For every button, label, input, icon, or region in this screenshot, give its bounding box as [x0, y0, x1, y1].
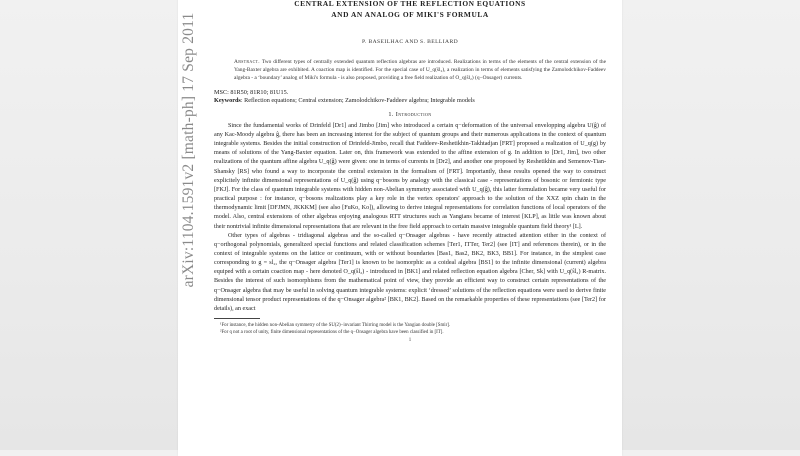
section-heading: 1. Introduction	[388, 110, 432, 118]
title-line-1: CENTRAL EXTENSION OF THE REFLECTION EQUATIONS	[294, 0, 526, 8]
arxiv-stamp-text: arXiv:1104.1591v2 [math-ph] 17 Sep 2011	[180, 12, 197, 288]
footnote-2: ²For q not a root of unity, finite dimensional representations of the q−Onsager algebra have been classified in [IT].	[220, 330, 444, 336]
title-line-2: AND AN ANALOG OF MIKI'S FORMULA	[331, 9, 489, 19]
keywords-label: Keywords	[214, 97, 241, 105]
page-content	[214, 0, 606, 343]
paragraph-2: Other types of algebras - tridiagonal algebras and the so-called q−Onsager algebras - have recently attracted attention either in the context of q−orthogonal polynomials, generalized special functions and related classification schemes [Ter1, ITTer, Ter2] (see [IT] and references therein), or in the context of integrable systems on the lattice or continuum, with or without boundaries [Bas1, Bas2, BK2, BK3, BB1]. For instance, in the simplest case corresponding to g = sl₂, the q−Onsager algebra [Ter1] is known to be isomorphic as a coideal algebra [BS1] to the infinite dimensional (current) algebra equiped with a certain coaction map - here denoted O_q(ŝl₂) - introduced in [BK1] and related reflection equation algebra [Cher, Sk] with U_q(ŝl₂) R-matrix. Besides the interest of such isomorphisms from the mathematical point of view, they provide an efficient way to construct certain representations of the q−Onsager algebra that may be useful in solving quantum integrable systems: explicit ‘dressed’ solutions of the reflection equations were used to derive finite dimensional tensor product representations of the q−Onsager algebra² [BK1, BK2]. Based on the remarkable properties of these representations (see [Ter2] for details), an exact	[214, 232, 606, 312]
footnote-1: ¹For instance, the hidden non-Abelian symmetry of the SU(2)−invariant Thirring model is the Yangian double [Smir].	[220, 323, 451, 329]
arxiv-stamp	[176, 0, 202, 300]
authors: P. BASEILHAC AND S. BELLIARD	[361, 39, 459, 45]
abstract-text: Two different types of centrally extended quantum reflection algebras are introduced. Realizations in terms of the elements of the central extension of the Yang-Baxter algebra are exhibited. A coaction map is identified. For the special case of U_q(ŝl₂), a realization in terms of elements satisfying the Zamolodchikov-Faddeev algebra - a ‘boundary’ analog of Miki's formula - is also proposed, providing a free field realization of O_q(ŝl₂) (q−Onsager) currents.	[234, 59, 606, 82]
msc-codes: MSC: 81R50; 81R10; 81U15.	[214, 88, 289, 96]
abstract-label: Abstract.	[234, 59, 260, 65]
paper-title	[214, 0, 606, 20]
paper-page	[178, 0, 622, 456]
keywords	[214, 97, 606, 106]
footnote-rule	[214, 318, 260, 319]
paragraph-1: Since the fundamental works of Drinfeld [Dr1] and Jimbo [Jim] who introduced a certain q−deformation of the universal envelopping algebra U(ĝ) of any Kac-Moody algebra ĝ, there has been an increasing interest for the subject of quantum groups and their numerous applications in the context of quantum integrable systems. Besides the initial construction of Drinfeld-Jimbo, recall that Faddeev-Reshetikhin-Takhtadjan [FRT] proposed a realization of U_q(g) by means of solutions of the Yang-Baxter equation. Later on, this framework was extended to the affine extension of g. In addition to [Dr1, Jim], two other realizations of the quantum affine algebra U_q(ĝ) were given: one in terms of currents in [Dr2], and another one proposed by Reshetikhin and Semenov-Tian-Shansky [RS] who found a way to incorporate the central extension in the formalism of [FRT]. Importantly, these results opened the way to construct explicitely infinite dimensional representations of U_q(ĝ) using q−bosons by analogy with the classical case - representations of bosonic or fermionic type [FKJ]. For the class of quantum integrable systems with hidden non-Abelian symmetry associated with U_q(ĝ), this latter formulation became very useful for practical purpose : for instance, q−bosons realizations play a key role in the vertex operators' approach to the solution of the XXZ spin chain in the thermodynamic limit [DFJMN, JKKKM] (see also [FuKo, Ko]), allowing to derive integral representations for correlation functions of local operators of the model. Also, central extensions of other algebras enjoying analogous RTT structures such as Yangians became of interest [KLP], as little was known about their nontrivial infinite dimensional representations that are relevant in the free field approach to certain massive integrable quantum field theory¹ [L].	[214, 122, 606, 230]
abstract	[234, 58, 606, 83]
keywords-text: : Reflection equations; Central extension; Zamolodchikov-Faddeev algebra; Integrable models	[240, 97, 475, 105]
page-number: 1	[408, 337, 412, 343]
